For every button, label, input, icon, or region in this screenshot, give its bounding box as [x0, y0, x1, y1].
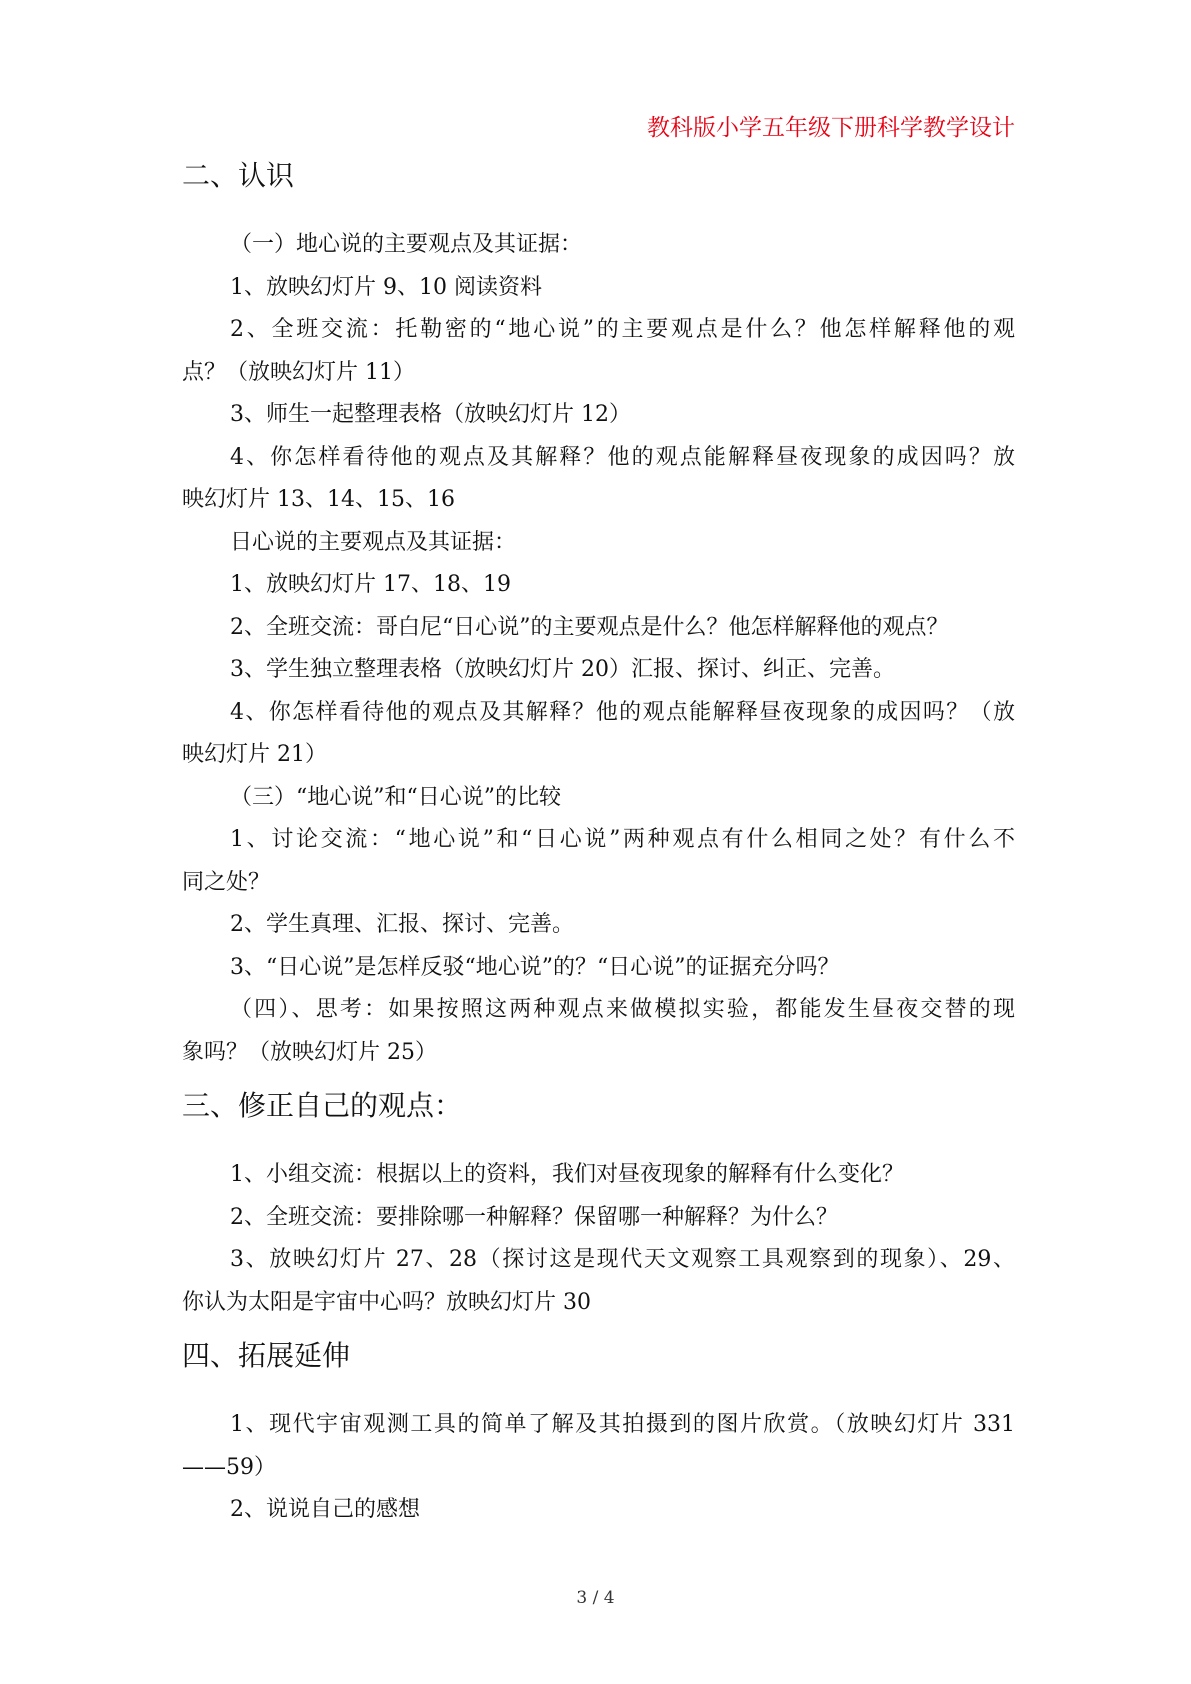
- paragraph-line: 2、说说自己的感想: [230, 1497, 420, 1522]
- section-heading: 四、拓展延伸: [182, 1339, 351, 1372]
- paragraph-line: 象吗？（放映幻灯片 25）: [182, 1039, 437, 1065]
- paragraph-line: （三）“地心说”和“日心说”的比较: [230, 784, 561, 810]
- paragraph-line: 2、学生真理、汇报、探讨、完善。: [230, 912, 574, 937]
- paragraph-line: （一）地心说的主要观点及其证据：: [230, 232, 583, 257]
- paragraph-line: 4、你怎样看待他的观点及其解释？他的观点能解释昼夜现象的成因吗？（放: [230, 699, 1015, 725]
- paragraph: [182, 649, 1015, 692]
- paragraph-line: 映幻灯片 13、14、15、16: [182, 487, 455, 512]
- paragraph-line: 你认为太阳是宇宙中心吗？放映幻灯片 30: [182, 1289, 591, 1315]
- paragraph-line: 4、你怎样看待他的观点及其解释？他的观点能解释昼夜现象的成因吗？放: [230, 444, 1015, 470]
- paragraph-line: 2、全班交流：托勒密的“地心说”的主要观点是什么？他怎样解释他的观: [230, 317, 1015, 342]
- section-heading: 三、修正自己的观点：: [182, 1089, 463, 1122]
- paragraph: [182, 904, 1015, 947]
- paragraph: [182, 819, 1015, 904]
- paragraph-line: 3、“日心说”是怎样反驳“地心说”的？“日心说”的证据充分吗？: [230, 954, 840, 980]
- paragraph-line: 3、师生一起整理表格（放映幻灯片 12）: [230, 402, 631, 427]
- paragraph-line: ——59）: [182, 1454, 276, 1480]
- paragraph-line: 同之处？: [182, 869, 271, 895]
- paragraph: [182, 1154, 1015, 1197]
- paragraph: [182, 777, 1015, 820]
- paragraph: [182, 607, 1015, 650]
- paragraph-line: 2、全班交流：要排除哪一种解释？保留哪一种解释？为什么？: [230, 1204, 838, 1230]
- paragraph: [182, 394, 1015, 437]
- page-number: 3 / 4: [576, 1588, 615, 1608]
- paragraph: [182, 1489, 1015, 1532]
- document-body: [182, 144, 1015, 1532]
- paragraph-line: 日心说的主要观点及其证据：: [230, 529, 517, 555]
- paragraph: [182, 947, 1015, 990]
- paragraph: [182, 1197, 1015, 1240]
- paragraph-line: 1、小组交流：根据以上的资料，我们对昼夜现象的解释有什么变化？: [230, 1162, 904, 1187]
- paragraph-line: 1、现代宇宙观测工具的简单了解及其拍摄到的图片欣赏。（放映幻灯片 331: [230, 1412, 1015, 1437]
- paragraph: [182, 267, 1015, 310]
- paragraph: [182, 224, 1015, 267]
- document-header-title: 教科版小学五年级下册科学教学设计: [647, 115, 1015, 141]
- paragraph-line: 3、放映幻灯片 27、28（探讨这是现代天文观察工具观察到的现象）、29、: [230, 1247, 1015, 1272]
- paragraph: [182, 437, 1015, 522]
- paragraph-line: 1、放映幻灯片 9、10 阅读资料: [230, 274, 542, 300]
- paragraph-line: （四）、思考：如果按照这两种观点来做模拟实验，都能发生昼夜交替的现: [230, 997, 1015, 1022]
- paragraph-line: 1、放映幻灯片 17、18、19: [230, 572, 511, 597]
- paragraph-line: 映幻灯片 21）: [182, 742, 327, 767]
- paragraph-line: 2、全班交流：哥白尼“日心说”的主要观点是什么？他怎样解释他的观点？: [230, 614, 949, 640]
- paragraph: [182, 989, 1015, 1074]
- paragraph: [182, 692, 1015, 777]
- paragraph: [182, 1239, 1015, 1324]
- paragraph: [182, 1404, 1015, 1489]
- paragraph-line: 1、讨论交流：“地心说”和“日心说”两种观点有什么相同之处？有什么不: [230, 827, 1015, 852]
- paragraph: [182, 564, 1015, 607]
- paragraph: [182, 309, 1015, 394]
- paragraph: [182, 522, 1015, 565]
- section-heading: 二、认识: [182, 159, 295, 192]
- paragraph-line: 点？（放映幻灯片 11）: [182, 359, 415, 385]
- paragraph-line: 3、学生独立整理表格（放映幻灯片 20）汇报、探讨、纠正、完善。: [230, 657, 895, 682]
